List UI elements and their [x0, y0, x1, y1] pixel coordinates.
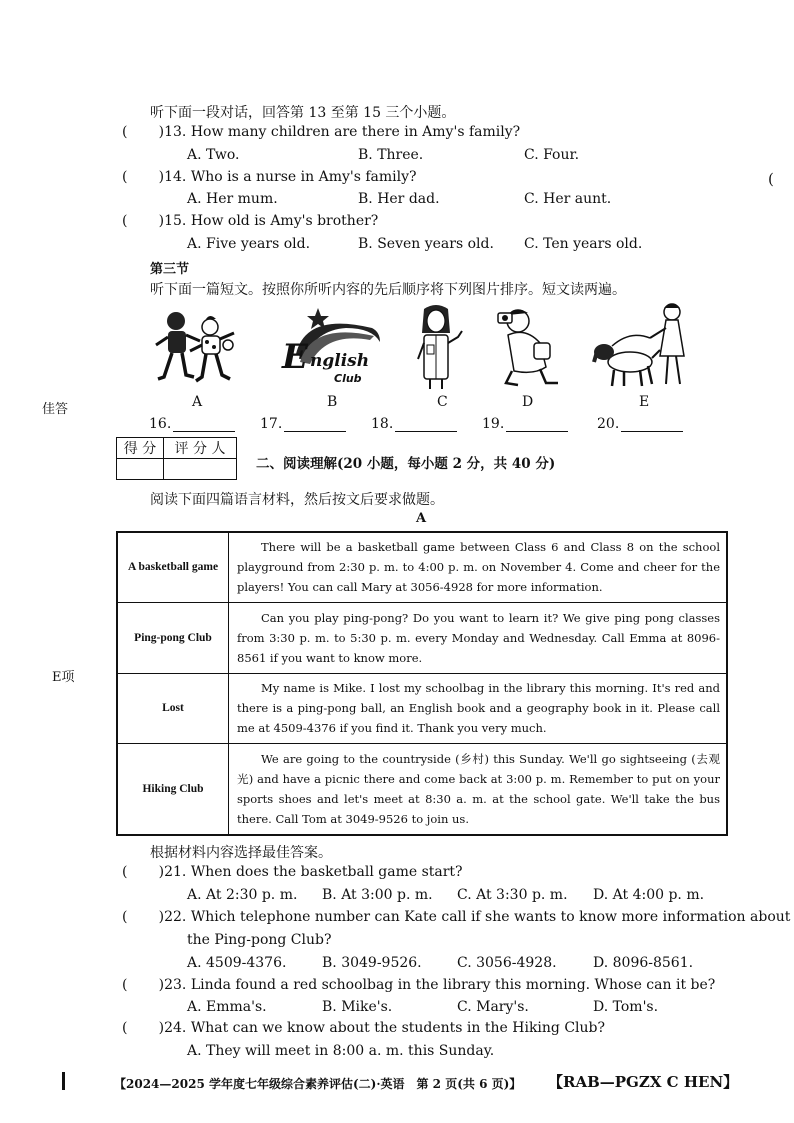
- q14-option-a: A. Her mum.: [187, 191, 278, 207]
- score-box: [116, 437, 237, 480]
- logo-text-nglish: nglish: [310, 351, 370, 371]
- material-row: [117, 532, 727, 602]
- material-row: [117, 743, 727, 835]
- part2-instruction: 阅读下面四篇语言材料，然后按文后要求做题。: [150, 492, 444, 508]
- section2-instruction: 听下面一段对话，回答第 13 至第 15 三个小题。: [150, 105, 456, 121]
- margin-text-right: (: [768, 170, 774, 188]
- q21-option-d: D. At 4:00 p. m.: [593, 887, 705, 903]
- picture-d-label: D: [522, 394, 534, 410]
- picture-b-english-club-logo: [276, 306, 384, 388]
- logo-text-e: E: [282, 337, 308, 377]
- picture-a-label: A: [192, 394, 203, 410]
- score-box-header-grader: 评 分 人: [164, 438, 237, 459]
- picture-b-label: B: [327, 394, 338, 410]
- q14-option-c: C. Her aunt.: [524, 191, 612, 207]
- passage-label: A: [416, 511, 427, 526]
- material-text-pingpong: Can you play ping-pong? Do you want to learn it? We give ping pong classes from 3:30 p. m. to 5:30 p. m. every Monday and Wednesday. Call Emma at 8096-8561 if you want to know more.: [229, 602, 728, 673]
- section3-instruction: 听下面一篇短文。按照你所听内容的先后顺序将下列图片排序。短文读两遍。: [150, 282, 626, 298]
- material-row: [117, 673, 727, 743]
- question-24: ( )24. What can we know about the students in the Hiking Club?: [122, 1020, 606, 1036]
- q22-option-a: A. 4509-4376.: [187, 955, 287, 971]
- picture-d-photographer: [494, 303, 564, 389]
- picture-a-children-playing: [150, 305, 242, 390]
- answer-blank-18[interactable]: 18.: [371, 416, 457, 432]
- margin-text-left-2: E项: [52, 670, 75, 685]
- material-text-lost: My name is Mike. I lost my schoolbag in the library this morning. It's red and there is a ping-pong ball, an English book and a geography book in it. Please call me at 4509-4376 if you find it. Thank you very much.: [229, 673, 728, 743]
- material-label-basketball: A basketball game: [117, 532, 229, 602]
- q23-option-b: B. Mike's.: [322, 999, 393, 1015]
- question-21: ( )21. When does the basketball game start?: [122, 864, 463, 880]
- score-box-grader-cell[interactable]: [164, 459, 237, 480]
- q15-option-a: A. Five years old.: [187, 236, 311, 252]
- question-14: ( )14. Who is a nurse in Amy's family?: [122, 169, 417, 185]
- q14-option-b: B. Her dad.: [358, 191, 440, 207]
- score-box-header-score: 得 分: [117, 438, 164, 459]
- question-15: ( )15. How old is Amy's brother?: [122, 213, 379, 229]
- materials-table: [116, 531, 728, 836]
- q13-option-c: C. Four.: [524, 147, 580, 163]
- q21-option-b: B. At 3:00 p. m.: [322, 887, 433, 903]
- question-13: ( )13. How many children are there in Amy's family?: [122, 124, 521, 140]
- picture-c-label: C: [437, 394, 448, 410]
- q15-option-b: B. Seven years old.: [358, 236, 494, 252]
- q22-option-d: D. 8096-8561.: [593, 955, 694, 971]
- material-label-hiking: Hiking Club: [117, 743, 229, 835]
- q13-option-b: B. Three.: [358, 147, 424, 163]
- picture-e-label: E: [639, 394, 650, 410]
- footer-code: 【RAB—PGZX C HEN】: [548, 1073, 739, 1091]
- question-23: ( )23. Linda found a red schoolbag in the library this morning. Whose can it be?: [122, 977, 716, 993]
- part2-title: 二、阅读理解(20 小题，每小题 2 分，共 40 分): [256, 456, 556, 472]
- material-row: [117, 602, 727, 673]
- q13-option-a: A. Two.: [187, 147, 240, 163]
- q22-option-b: B. 3049-9526.: [322, 955, 422, 971]
- answer-blank-20[interactable]: 20.: [597, 416, 683, 432]
- material-label-pingpong: Ping-pong Club: [117, 602, 229, 673]
- q21-option-a: A. At 2:30 p. m.: [187, 887, 298, 903]
- picture-c-nurse: [410, 303, 466, 391]
- footer-page-info: 【2024—2025 学年度七年级综合素养评估(二)·英语 第 2 页(共 6 页)】: [114, 1077, 522, 1091]
- q23-option-d: D. Tom's.: [593, 999, 659, 1015]
- answer-blank-16[interactable]: 16.: [149, 416, 235, 432]
- q23-option-c: C. Mary's.: [457, 999, 529, 1015]
- answer-blank-17[interactable]: 17.: [260, 416, 346, 432]
- q22-option-c: C. 3056-4928.: [457, 955, 557, 971]
- q24-option-a: A. They will meet in 8:00 a. m. this Sunday.: [187, 1043, 495, 1059]
- q15-option-c: C. Ten years old.: [524, 236, 643, 252]
- question-22: ( )22. Which telephone number can Kate call if she wants to know more information about: [122, 909, 791, 925]
- section3-heading: 第三节: [150, 262, 190, 277]
- q21-option-c: C. At 3:30 p. m.: [457, 887, 568, 903]
- question-22-continued: the Ping-pong Club?: [187, 932, 332, 948]
- picture-e-girl-walking-dog: [590, 300, 690, 390]
- logo-text-club: Club: [334, 372, 362, 385]
- q23-option-a: A. Emma's.: [187, 999, 267, 1015]
- margin-bar: [62, 1072, 65, 1090]
- answer-blank-19[interactable]: 19.: [482, 416, 568, 432]
- material-text-basketball: There will be a basketball game between Class 6 and Class 8 on the school playground from 2:30 p. m. to 4:00 p. m. on November 4. Come and cheer for the players! You can call Mary at 3056-4928 for more information.: [229, 532, 728, 602]
- material-text-hiking: We are going to the countryside (乡村) this Sunday. We'll go sightseeing (去观光) and have a picnic there and come back at 3:00 p. m. Remember to put on your sports shoes and let's meet at 8:30 a. m. at the school gate. We'll take the bus there. Call Tom at 3049-9526 to join us.: [229, 743, 728, 835]
- margin-text-left-1: 佳答: [42, 402, 69, 417]
- material-label-lost: Lost: [117, 673, 229, 743]
- score-box-score-cell[interactable]: [117, 459, 164, 480]
- reading-instruction: 根据材料内容选择最佳答案。: [150, 845, 332, 861]
